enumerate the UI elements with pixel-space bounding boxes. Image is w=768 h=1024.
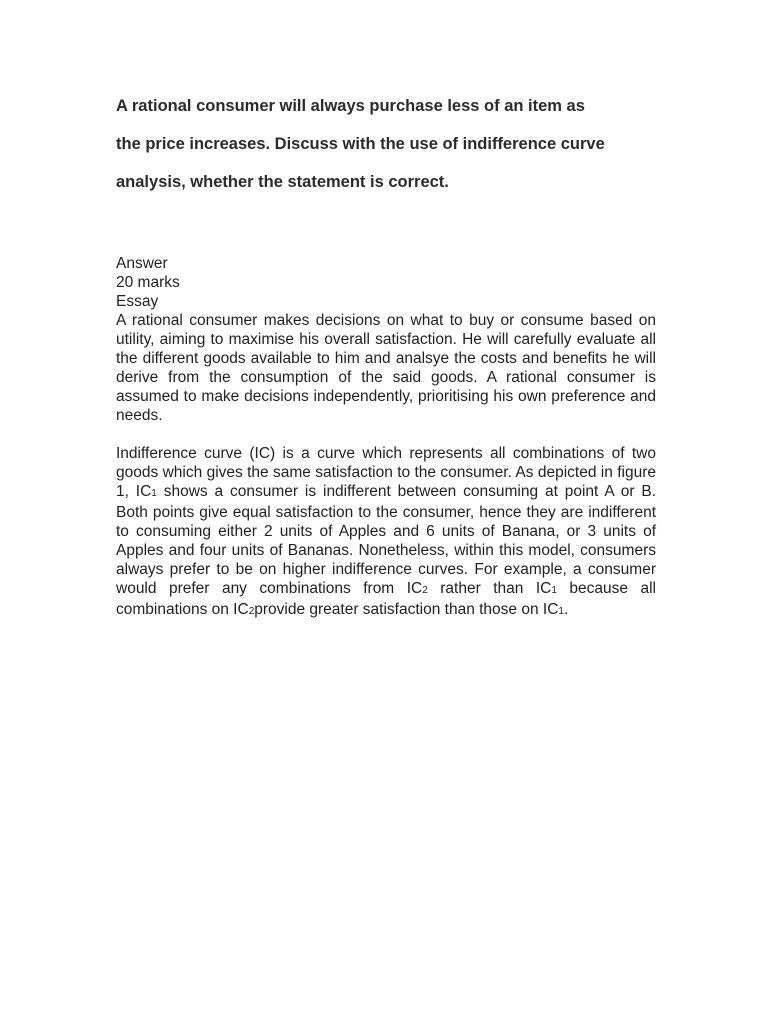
ic-subscript-1: 1 [551, 585, 557, 596]
answer-label: Answer [116, 255, 168, 272]
question-line-2: the price increases. Discuss with the use of indifference curve [116, 135, 605, 153]
ic-subscript-1: 1 [151, 488, 157, 499]
paragraph-indifference-curve [116, 444, 656, 621]
ic-text-part-4: because all combinations on IC [116, 580, 656, 618]
paragraph-rational-consumer: A rational consumer makes decisions on what to buy or consume based on utility, aiming to maximise his overall satisfaction. He will carefully evaluate all the different goods available to him and analsye the costs and benefits he will derive from the consumption of the said goods. A rational consumer is assumed to make decisions independently, prioritising his own preference and needs. [116, 312, 656, 424]
ic-subscript-2: 2 [422, 585, 428, 596]
ic-text-part-2: shows a consumer is indifferent between consuming at point A or B. Both points give equal satisfaction to the consumer, hence they are indifferent to consuming either 2 units of Apples and 6 units of Banana, or 3 units of Apples and four units of Bananas. Nonetheless, within this model, consumers always prefer to be on higher indifference curves. For example, a consumer would prefer any combinations from IC [116, 483, 657, 597]
ic-subscript-2: 2 [248, 606, 255, 617]
ic-subscript-1: 1 [558, 606, 564, 617]
document-page [116, 92, 656, 621]
ic-text-part-5: provide greater satisfaction than those on IC [254, 601, 559, 618]
essay-type-label: Essay [116, 293, 159, 310]
essay-question [116, 92, 656, 206]
ic-text-part-1: Indifference curve (IC) is a curve which represents all combinations of two goods which gives the same satisfaction to the consumer. As depicted in figure 1, IC [116, 445, 656, 500]
question-line-1: A rational consumer will always purchase less of an item as [116, 97, 585, 115]
answer-meta [116, 254, 656, 311]
marks-label: 20 marks [116, 274, 180, 291]
ic-text-part-3: rather than IC [427, 580, 552, 597]
question-line-3: analysis, whether the statement is correct. [116, 173, 449, 191]
ic-text-part-6: . [563, 601, 569, 618]
